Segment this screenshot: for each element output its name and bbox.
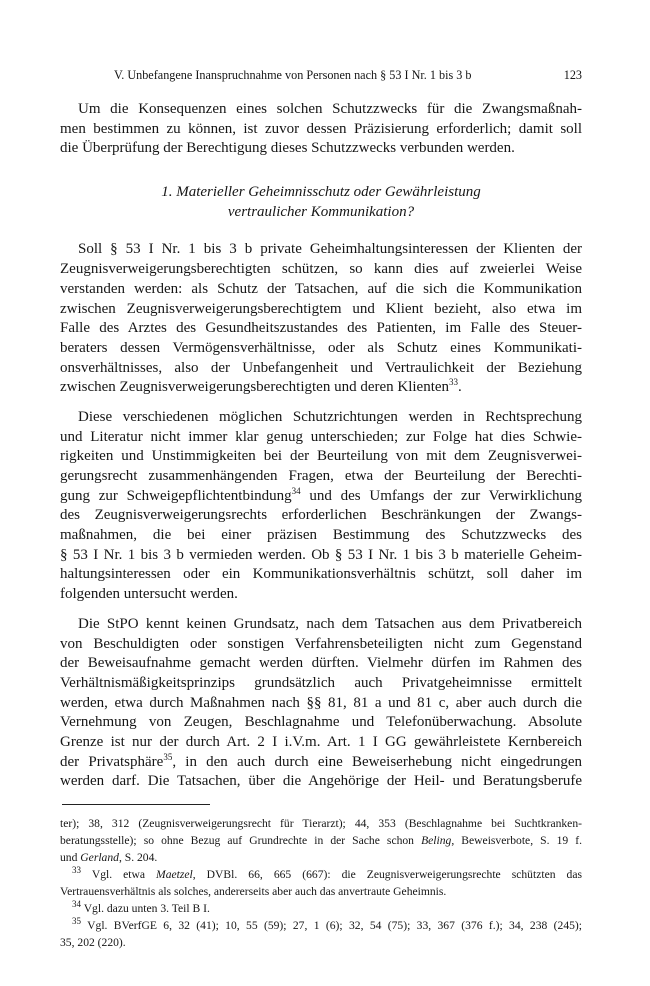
text-segment: zwischen Zeugnisverweigerungsberechtigten und deren Klienten [60, 379, 450, 396]
text-line: beraters dessen Vermögensverhältnisse, oder als Schutz eines Kommunikati- [60, 339, 582, 356]
section-heading-line-2: vertraulicher Kommunikation? [227, 203, 415, 220]
footnote-34 [60, 900, 582, 917]
section-heading [60, 183, 582, 222]
text-segment: Vgl. dazu unten 3. Teil B I. [81, 902, 210, 915]
text-segment: beratungsstelle); so ohne Bezug auf Grundrechte in der Sache schon [60, 834, 422, 847]
footnote-number: 35 [72, 917, 81, 927]
text-line: verstanden werden: als Schutz der Tatsachen, auf die sich die Kommunikation [60, 280, 582, 297]
footnote-line [60, 849, 582, 866]
text-line: der Beweisaufnahme gemacht werden dürften. Vielmehr dürfen im Rahmen des [60, 655, 582, 672]
text-line: maßnahmen, die bei einer präzisen Bestimmung des Schutzzwecks des [60, 527, 582, 544]
text-line: von Beschuldigten oder sonstigen Verfahrensbeteiligten nicht zum Gegenstand [60, 635, 582, 652]
text-segment: . [458, 379, 462, 396]
author-name: Maetzel [156, 868, 193, 881]
text-line: haltungsinteressen oder ein Kommunikationsverhältnis schützt, soll daher im [60, 566, 582, 583]
text-segment: , Beweisverbote, S. 19 f. [451, 834, 582, 847]
text-line: Soll § 53 I Nr. 1 bis 3 b private Geheimhaltungsinteressen der Klienten der [78, 241, 582, 258]
text-line: men bestimmen zu können, ist zuvor dessen Präzisierung erforderlich; damit soll [60, 120, 582, 137]
text-line: onsverhältnisses, also der Unbefangenheit und Vertraulichkeit der Beziehung [60, 359, 582, 376]
running-head-title: V. Unbefangene Inanspruchnahme von Personen nach § 53 I Nr. 1 bis 3 b [114, 68, 472, 82]
footnote-number: 33 [72, 866, 81, 876]
text-line: Falle des Arztes des Gesundheitszustandes des Patienten, im Falle des Steuer- [60, 320, 582, 337]
text-line: Vernehmung von Zeugen, Beschlagnahme und Telefonüberwachung. Absolute [60, 714, 582, 731]
text-line [60, 487, 582, 507]
body-text [60, 100, 582, 792]
text-line: Zeugnisverweigerungsberechtigten schützen, so kann dies auf zweierlei Weise [60, 261, 582, 278]
footnote-33 [60, 866, 582, 883]
text-line: gerungsrecht zusammenhängenden Fragen, etwa der Beurteilung der Berechti- [60, 468, 582, 484]
text-line: § 53 I Nr. 1 bis 3 b vermieden werden. Ob § 53 I Nr. 1 bis 3 b materielle Geheim- [60, 546, 582, 563]
section-heading-line-1: 1. Materieller Geheimnisschutz oder Gewährleistung [161, 184, 481, 201]
page-number: 123 [563, 68, 582, 82]
page [60, 68, 582, 951]
footnote-line: ter); 38, 312 (Zeugnisverweigerungsrecht für Tierarzt); 44, 353 (Beschlagnahme bei Suchtkranken- [60, 817, 582, 830]
text-line: die Überprüfung der Berechtigung dieses Schutzzwecks verbunden werden. [60, 140, 515, 157]
footnote-35 [60, 917, 582, 934]
text-line: folgenden untersucht werden. [60, 586, 238, 603]
paragraph-2 [60, 408, 582, 605]
author-name: Beling [421, 834, 452, 847]
running-head [60, 68, 582, 86]
text-segment: der Privatsphäre [60, 753, 164, 770]
footnotes [60, 815, 582, 951]
text-segment: und [60, 851, 81, 864]
text-line: Grenze ist nur der durch Art. 2 I i.V.m. Art. 1 I GG gewährleistete Kernbereich [60, 733, 582, 750]
footnote-separator [62, 804, 210, 805]
footnote-line: 35, 202 (220). [60, 936, 126, 949]
text-line: Um die Konsequenzen eines solchen Schutzzwecks für die Zwangsmaßnah- [78, 101, 582, 117]
paragraph-1 [60, 240, 582, 398]
author-name: Gerland [80, 851, 119, 864]
footnote-line [60, 832, 582, 849]
intro-paragraph [60, 100, 582, 159]
text-segment: gung zur Schweigepflichtentbindung [60, 487, 292, 504]
text-line: rigkeiten und Unstimmigkeiten bei der Beurteilung von mit dem Zeugnisverwei- [60, 448, 582, 465]
text-line: werden, etwa durch Maßnahmen nach §§ 81, 81 a und 81 c, aber auch durch die [60, 694, 582, 711]
text-segment: , DVBl. 66, 665 (667): die Zeugnisverweigerungsrechte schützten das [192, 868, 582, 881]
text-line: Die StPO kennt keinen Grundsatz, nach dem Tatsachen aus dem Privatbereich [78, 615, 582, 632]
text-line: des Zeugnisverweigerungsrechts erforderlichen Beschränkungen der Zwangs- [60, 507, 582, 524]
footnote-ref-33: 33 [449, 378, 459, 388]
footnote-line: Vertrauensverhältnis als solches, andererseits aber auch das anvertraute Geheimnis. [60, 885, 447, 898]
text-line [60, 753, 582, 773]
text-line: und Literatur nicht immer klar genug unterschieden; zur Folge hat dies Schwie- [60, 428, 582, 445]
text-segment: Vgl. BVerfGE 6, 32 (41); 10, 55 (59); 27, 1 (6); 32, 54 (75); 33, 367 (376 f.); 34, 238 (245); [81, 919, 582, 932]
footnote-number: 34 [72, 900, 81, 910]
footnote-ref-34: 34 [291, 486, 301, 496]
text-line: Verhältnismäßigkeitsprinzips grundsätzlich auch Privatgeheimnisse ermittelt [60, 674, 582, 691]
text-segment: , in den auch durch eine Beweiserhebung nicht eingedrungen [172, 753, 582, 770]
text-line [60, 378, 582, 398]
text-segment: und des Umfangs der zur Verwirklichung [300, 487, 582, 504]
text-line: zwischen Zeugnisverweigerungsberechtigtem und Klient bezieht, also etwa im [60, 300, 582, 317]
text-segment: , S. 204. [118, 851, 158, 864]
text-line: Diese verschiedenen möglichen Schutzrichtungen werden in Rechtsprechung [78, 408, 582, 425]
text-line: werden darf. Die Tatsachen, über die Angehörige der Heil- und Beratungsberufe [60, 773, 582, 790]
text-segment: Vgl. etwa [81, 868, 157, 881]
paragraph-3 [60, 615, 582, 792]
footnote-ref-35: 35 [163, 752, 173, 762]
